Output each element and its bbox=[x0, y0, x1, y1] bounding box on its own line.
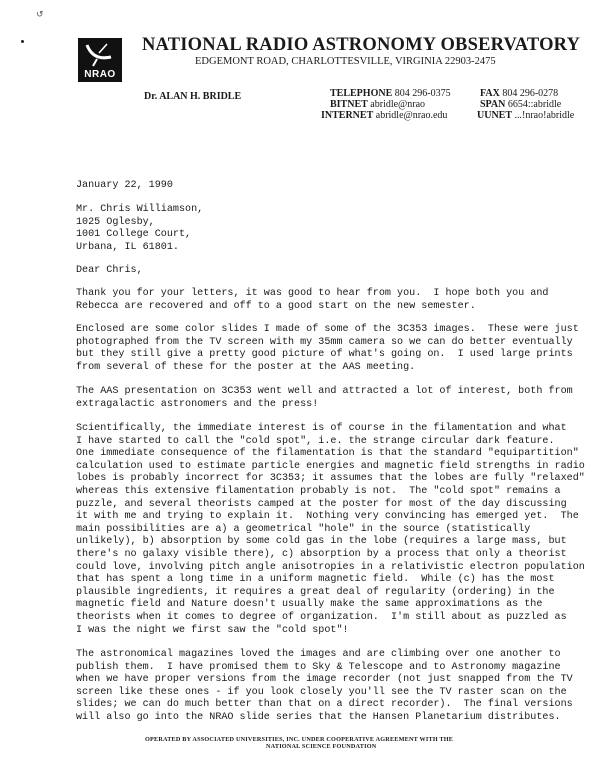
paragraph-line: lobes is probably incorrect for 3C353; it assumes that the lobes are fully "relaxed" bbox=[76, 473, 585, 485]
paragraph-line: Thank you for your letters, it was good to hear from you. I hope both you and bbox=[76, 288, 549, 299]
paragraph-line: publish them. I have promised them to Sky & Telescope and to Astronomy magazine bbox=[76, 661, 561, 673]
recipient-line: Urbana, IL 61801. bbox=[76, 241, 179, 253]
contact-internet: INTERNET abridle@nrao.edu bbox=[321, 110, 448, 121]
paragraph-line: from several of these for the poster at the AAS meeting. bbox=[76, 361, 416, 373]
paragraph-line: main possibilities are a) a geometrical "hole" in the source (statistically bbox=[76, 523, 531, 535]
paragraph-line: will also go into the NRAO slide series that the Hansen Planetarium distributes. bbox=[76, 712, 561, 723]
recipient-line: 1025 Oglesby, bbox=[76, 216, 155, 228]
paragraph-line: there's no galaxy visible there), c) absorption by a process that only a theorist bbox=[76, 549, 567, 560]
paragraph-line: Enclosed are some color slides I made of some of the 3C353 images. These were just bbox=[76, 324, 579, 335]
logo-text: NRAO bbox=[84, 69, 116, 80]
nrao-logo bbox=[78, 38, 122, 82]
paragraph-line: unlikely), b) absorption by some cold gas in the lobe (requires a large mass, but bbox=[76, 536, 567, 548]
paragraph-line: slides; we can do much better than that on a direct recorder). The final versions bbox=[76, 699, 573, 711]
organization-name: NATIONAL RADIO ASTRONOMY OBSERVATORY bbox=[142, 35, 581, 55]
paragraph-line: photographed from the TV screen with my 35mm camera so we can do better eventually bbox=[76, 336, 573, 348]
paragraph-line: but they still give a pretty good picture of what's going on. I used large prints bbox=[76, 349, 573, 361]
paragraph-line: calculation used to estimate particle energies and magnetic field strengths in radio bbox=[76, 460, 585, 472]
paragraph-line: plausible ingredients, it requires a great deal of regularity (ordering) in the bbox=[76, 586, 555, 598]
paragraph-line: I have started to call the "cold spot", i.e. the strange circular dark feature. bbox=[76, 435, 555, 447]
contact-telephone: TELEPHONE 804 296-0375 bbox=[330, 88, 451, 99]
radio-dish-icon bbox=[83, 41, 117, 67]
author-name: Dr. ALAN H. BRIDLE bbox=[144, 91, 242, 102]
contact-span: SPAN 6654::abridle bbox=[480, 99, 562, 110]
footer-operated-by: OPERATED BY ASSOCIATED UNIVERSITIES, INC. UNDER COOPERATIVE AGREEMENT WITH THE bbox=[145, 736, 454, 743]
paragraph-line: I was the night we first saw the "cold spot"! bbox=[76, 624, 349, 636]
paragraph-line: could love, involving pitch angle anisotropies in a relativistic electron population bbox=[76, 561, 585, 573]
salutation: Dear Chris, bbox=[76, 265, 143, 276]
paragraph-line: it with me and trying to explain it. Nothing very convincing has emerged yet. The bbox=[76, 511, 579, 523]
paragraph-line: theorists when it comes to degree of organization. I'm still about as puzzled as bbox=[76, 612, 567, 623]
contact-fax: FAX 804 296-0278 bbox=[480, 88, 559, 99]
paragraph-line: puzzle, and several theorists camped at the poster for most of the day discussing bbox=[76, 498, 567, 510]
corner-mark: ↺ bbox=[36, 10, 44, 20]
contact-bitnet: BITNET abridle@nrao bbox=[330, 99, 426, 110]
paragraph-line: The astronomical magazines loved the images and are climbing over one another to bbox=[76, 649, 561, 660]
paragraph-line: magnetic field and Nature doesn't usually make the same approximations as the bbox=[76, 599, 543, 611]
organization-address: EDGEMONT ROAD, CHARLOTTESVILLE, VIRGINIA 22903-2475 bbox=[195, 56, 496, 67]
contact-uunet: UUNET ...!nrao!abridle bbox=[477, 110, 575, 121]
paragraph-line: One immediate consequence of the filamentation is that the standard "equipartition" bbox=[76, 448, 579, 460]
paragraph-line: when we have proper versions from the image recorder (not just snapped from the TV bbox=[76, 674, 573, 686]
paragraph-line: The AAS presentation on 3C353 went well and attracted a lot of interest, both from bbox=[76, 386, 573, 397]
paragraph-line: Scientifically, the immediate interest is of course in the filamentation and what bbox=[76, 423, 567, 434]
paragraph-line: screen like these ones - if you look closely you'll see the TV raster scan on the bbox=[76, 686, 567, 698]
paragraph-line: whereas this extensive filamentation probably is not. The "cold spot" remains a bbox=[76, 486, 561, 497]
paragraph-line: that has spent a long time in a uniform magnetic field. While (c) has the most bbox=[76, 574, 555, 586]
recipient-line: Mr. Chris Williamson, bbox=[76, 204, 204, 215]
paragraph-line: Rebecca are recovered and off to a good start on the new semester. bbox=[76, 300, 476, 312]
letter-date: January 22, 1990 bbox=[76, 180, 173, 191]
footer-nsf: NATIONAL SCIENCE FOUNDATION bbox=[266, 743, 377, 750]
paragraph-line: extragalactic astronomers and the press! bbox=[76, 398, 319, 410]
recipient-line: 1001 College Court, bbox=[76, 229, 192, 241]
scan-speck bbox=[21, 40, 24, 43]
